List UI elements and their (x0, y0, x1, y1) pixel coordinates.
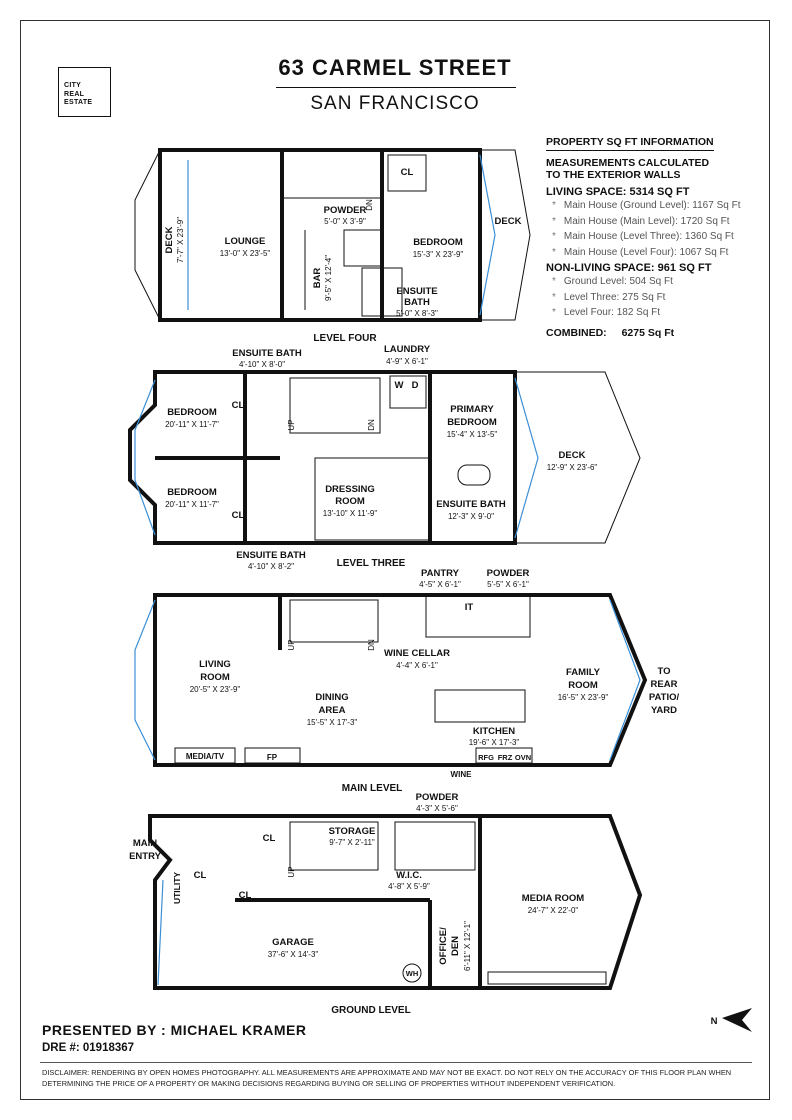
ensuite-top-label: ENSUITE BATH (232, 348, 302, 359)
disclaimer-text: DISCLAIMER: RENDERING BY OPEN HOMES PHOTOGRAPHY. ALL MEASUREMENTS ARE APPROXIMATE AND MAY NOT BE EXACT. DO NOT RELY ON THE ACCURACY OF THIS FLOOR PLAN WHEN DETERMINING THE PRICE OF A PROPERTY OR MAKING DECISIONS REGARDING BUYING OR SELLING OF PROPERTIES WITHOUT INDEPENDENT VERIFICATION. (42, 1068, 732, 1088)
living-label-2: ROOM (200, 672, 230, 683)
wine-cellar-label: WINE CELLAR (384, 648, 450, 659)
water-heater-label: WH (405, 969, 419, 978)
pantry-powder-block (426, 595, 530, 637)
dressing-label-1: DRESSING (325, 484, 375, 495)
ensuite-primary-dim: 12'-3" X 9'-0" (447, 512, 495, 521)
stair-well (290, 600, 378, 642)
compass-arrow (722, 1008, 752, 1032)
deck-right-glass (480, 155, 495, 315)
sqft-info-title: PROPERTY SQ FT INFORMATION (546, 136, 714, 151)
utility-label: UTILITY (172, 871, 182, 905)
main-powder-label: POWDER (486, 568, 530, 579)
family-label-2: ROOM (568, 680, 598, 691)
living-item: * Main House (Level Four): 1067 Sq Ft (552, 245, 771, 261)
family-glass (610, 600, 640, 760)
ensuite-top-dim: 4'-10" X 8'-0" (238, 360, 286, 369)
level-three-dn-label: DN (367, 419, 376, 431)
deck-left-outline (135, 150, 160, 320)
deck-dim: 12'-9" X 23'-6" (546, 463, 598, 472)
living-glass (135, 600, 155, 760)
storage-label: STORAGE (328, 826, 376, 837)
bedroom-glass (135, 380, 155, 535)
ensuite-primary-label: ENSUITE BATH (436, 499, 506, 510)
powder-box (344, 230, 382, 266)
kitchen-label: KITCHEN (472, 726, 516, 737)
lounge-dim: 13'-0" X 23'-5" (219, 249, 271, 258)
level-three-title: LEVEL THREE (336, 558, 406, 569)
level-four-dn-label: DN (365, 199, 374, 211)
media-tv-label: MEDIA/TV (185, 752, 225, 761)
stair-well (282, 150, 382, 198)
closet-1-label: CL (231, 400, 245, 411)
level-three-up-label: UP (287, 419, 296, 431)
garage-door (158, 880, 163, 985)
refrigerator-label: RFG (478, 753, 494, 762)
wic-label: W.I.C. (396, 870, 422, 881)
bathtub (458, 465, 490, 485)
living-item: * Main House (Level Three): 1360 Sq Ft (552, 229, 771, 245)
wic-powder-block (395, 822, 475, 870)
closet-2-label: CL (231, 510, 245, 521)
ensuite-dim: 5'-0" X 8'-3" (396, 309, 438, 318)
deck-left-label: DECK (164, 226, 175, 254)
bar-label: BAR (312, 267, 323, 289)
to-rear-line: REAR (650, 679, 678, 690)
deck-right-label: DECK (494, 216, 522, 227)
main-entry-line: ENTRY (129, 851, 161, 862)
ground-closet-3-label: CL (262, 833, 276, 844)
ground-level-plan (129, 792, 640, 1016)
bedroom-dim: 15'-3" X 23'-9" (412, 250, 464, 259)
property-city: SAN FRANCISCO (310, 93, 480, 114)
ground-powder-label: POWDER (415, 792, 459, 803)
laundry-dim: 4'-9" X 6'-1" (386, 357, 428, 366)
laundry-label: LAUNDRY (383, 344, 431, 355)
pantry-label: PANTRY (421, 568, 459, 579)
nonliving-item: * Level Four: 182 Sq Ft (552, 305, 771, 321)
washer-label: W (394, 380, 404, 391)
living-item: * Main House (Main Level): 1720 Sq Ft (552, 214, 771, 230)
combined-label: COMBINED: (546, 326, 607, 339)
main-dn-label: DN (367, 639, 376, 651)
level-four-title: LEVEL FOUR (313, 333, 377, 344)
dre-number: DRE #: 01918367 (42, 1042, 135, 1054)
wine-fridge-label: WINE (450, 770, 472, 779)
nonliving-item: * Level Three: 275 Sq Ft (552, 290, 771, 306)
bedroom1-label: BEDROOM (167, 407, 217, 418)
dining-dim: 15'-5" X 17'-3" (306, 718, 358, 727)
level-four-closet-label: CL (400, 167, 414, 178)
it-closet-label: IT (464, 602, 474, 613)
logo-line: CITY (64, 82, 82, 89)
fireplace-label: FP (266, 753, 278, 762)
nonliving-item: * Ground Level: 504 Sq Ft (552, 274, 771, 290)
family-label-1: FAMILY (566, 667, 600, 678)
ensuite-label-2: BATH (404, 297, 430, 308)
garage-label: GARAGE (272, 937, 314, 948)
lounge-label: LOUNGE (224, 236, 266, 247)
main-up-label: UP (287, 639, 296, 651)
living-item: * Main House (Ground Level): 1167 Sq Ft (552, 198, 771, 214)
bedroom1-dim: 20'-11" X 11'-7" (165, 420, 219, 429)
dressing-label-2: ROOM (335, 496, 365, 507)
dining-label-1: DINING (315, 692, 349, 703)
powder-label: POWDER (323, 205, 367, 216)
kitchen-island (435, 690, 525, 722)
dressing-room-box (315, 458, 430, 540)
nonliving-space-heading: NON-LIVING SPACE: 961 SQ FT (546, 262, 712, 274)
bedroom2-dim: 20'-11" X 11'-7" (165, 500, 219, 509)
to-rear-line: YARD (650, 705, 678, 716)
office-label-1: OFFICE/ (438, 927, 449, 965)
combined-value: 6275 Sq Ft (621, 326, 675, 339)
dining-label-2: AREA (318, 705, 346, 716)
media-cabinet (488, 972, 606, 984)
main-level-title: MAIN LEVEL (341, 783, 403, 794)
main-entry-line: MAIN (132, 838, 158, 849)
level-four-plan (135, 150, 530, 344)
ensuite-bottom-dim: 4'-10" X 8'-2" (247, 562, 295, 571)
presented-by: PRESENTED BY : MICHAEL KRAMER (42, 1022, 307, 1038)
to-rear-line: TO (657, 666, 671, 677)
footer-divider (40, 1062, 752, 1063)
dryer-label: D (411, 380, 419, 391)
ground-closet-2-label: CL (238, 890, 252, 901)
deck-label: DECK (558, 450, 586, 461)
main-powder-dim: 5'-5" X 6'-1" (487, 580, 529, 589)
measure-note-2: TO THE EXTERIOR WALLS (546, 169, 681, 181)
deck-left-dim: 7'-7" X 23'-9" (176, 216, 185, 264)
oven-label: OVN (514, 753, 532, 762)
ground-level-title: GROUND LEVEL (331, 1005, 411, 1016)
ensuite-label-1: ENSUITE (396, 286, 438, 297)
office-dim: 6'-11" X 12'-1" (463, 921, 472, 971)
to-rear-line: PATIO/ (648, 692, 680, 703)
garage-dim: 37'-6" X 14'-3" (267, 950, 319, 959)
ground-closet-1-label: CL (193, 870, 207, 881)
pantry-dim: 4'-5" X 6'-1" (419, 580, 461, 589)
wic-dim: 4'-8" X 5'-9" (388, 882, 430, 891)
north-arrow-icon (711, 1008, 752, 1032)
office-label-2: DEN (450, 935, 461, 957)
ground-up-label: UP (287, 866, 296, 878)
primary-label-2: BEDROOM (447, 417, 497, 428)
ground-powder-dim: 4'-3" X 5'-6" (416, 804, 458, 813)
media-room-label: MEDIA ROOM (521, 893, 585, 904)
kitchen-dim: 19'-6" X 17'-3" (468, 738, 520, 747)
north-label: N (710, 1016, 718, 1027)
storage-dim: 9'-7" X 2'-11" (329, 838, 375, 847)
ensuite-bottom-label: ENSUITE BATH (236, 550, 306, 561)
deck-right-outline (480, 150, 530, 320)
main-level-plan (135, 568, 679, 794)
powder-dim: 5'-0" X 3'-9" (324, 217, 366, 226)
primary-label-1: PRIMARY (450, 404, 494, 415)
media-room-dim: 24'-7" X 22'-0" (527, 906, 579, 915)
living-label-1: LIVING (199, 659, 231, 670)
deck-glass (515, 378, 538, 538)
measure-note-1: MEASUREMENTS CALCULATED (546, 157, 710, 169)
freezer-label: FRZ (497, 753, 513, 762)
wine-cellar-dim: 4'-4" X 6'-1" (396, 661, 438, 670)
living-space-heading: LIVING SPACE: 5314 SQ FT (546, 186, 690, 198)
living-dim: 20'-5" X 23'-9" (189, 685, 241, 694)
property-address: 63 CARMEL STREET (278, 55, 512, 80)
level-three-plan (130, 344, 640, 571)
dressing-dim: 13'-10" X 11'-9" (322, 509, 378, 518)
logo-line: REAL (64, 90, 85, 98)
bedroom2-label: BEDROOM (167, 487, 217, 498)
family-dim: 16'-5" X 23'-9" (557, 693, 609, 702)
bar-dim: 9'-5" X 12'-4" (324, 254, 333, 302)
bedroom-label: BEDROOM (413, 237, 463, 248)
primary-dim: 15'-4" X 13'-5" (446, 430, 498, 439)
logo-line: ESTATE (64, 99, 93, 106)
